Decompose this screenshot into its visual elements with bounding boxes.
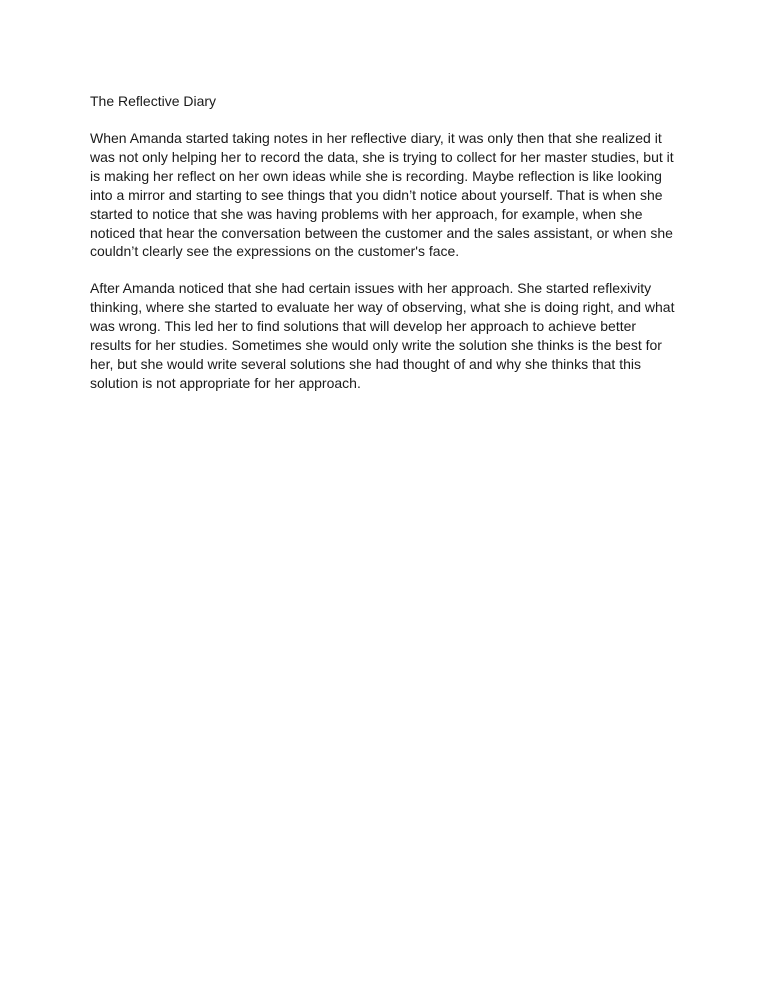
paragraph-line: was wrong. This led her to find solutions that will develop her approach to achieve better bbox=[90, 318, 637, 335]
paragraph-1 bbox=[90, 129, 690, 261]
paragraph-line: was not only helping her to record the data, she is trying to collect for her master studies, but it bbox=[90, 148, 674, 165]
paragraph-line: is making her reflect on her own ideas while she is recording. Maybe reflection is like looking bbox=[90, 167, 662, 184]
paragraph-line: noticed that hear the conversation between the customer and the sales assistant, or when she bbox=[90, 224, 673, 241]
paragraph-line: thinking, where she started to evaluate her way of observing, what she is doing right, and what bbox=[90, 299, 675, 316]
paragraph-line: started to notice that she was having problems with her approach, for example, when she bbox=[90, 205, 643, 222]
paragraph-line: her, but she would write several solutions she had thought of and why she thinks that this bbox=[90, 355, 641, 372]
paragraph-line: into a mirror and starting to see things that you didn’t notice about yourself. That is when she bbox=[90, 186, 663, 203]
paragraph-line: results for her studies. Sometimes she would only write the solution she thinks is the best for bbox=[90, 337, 662, 354]
document-page bbox=[90, 92, 690, 411]
document-title: The Reflective Diary bbox=[90, 93, 217, 109]
paragraph-line: When Amanda started taking notes in her reflective diary, it was only then that she realized it bbox=[90, 130, 662, 146]
paragraph-line: After Amanda noticed that she had certain issues with her approach. She started reflexivity bbox=[90, 280, 652, 297]
paragraph-2 bbox=[90, 279, 690, 392]
paragraph-line: couldn’t clearly see the expressions on the customer's face. bbox=[90, 243, 460, 260]
paragraph-line: solution is not appropriate for her approach. bbox=[90, 374, 361, 391]
